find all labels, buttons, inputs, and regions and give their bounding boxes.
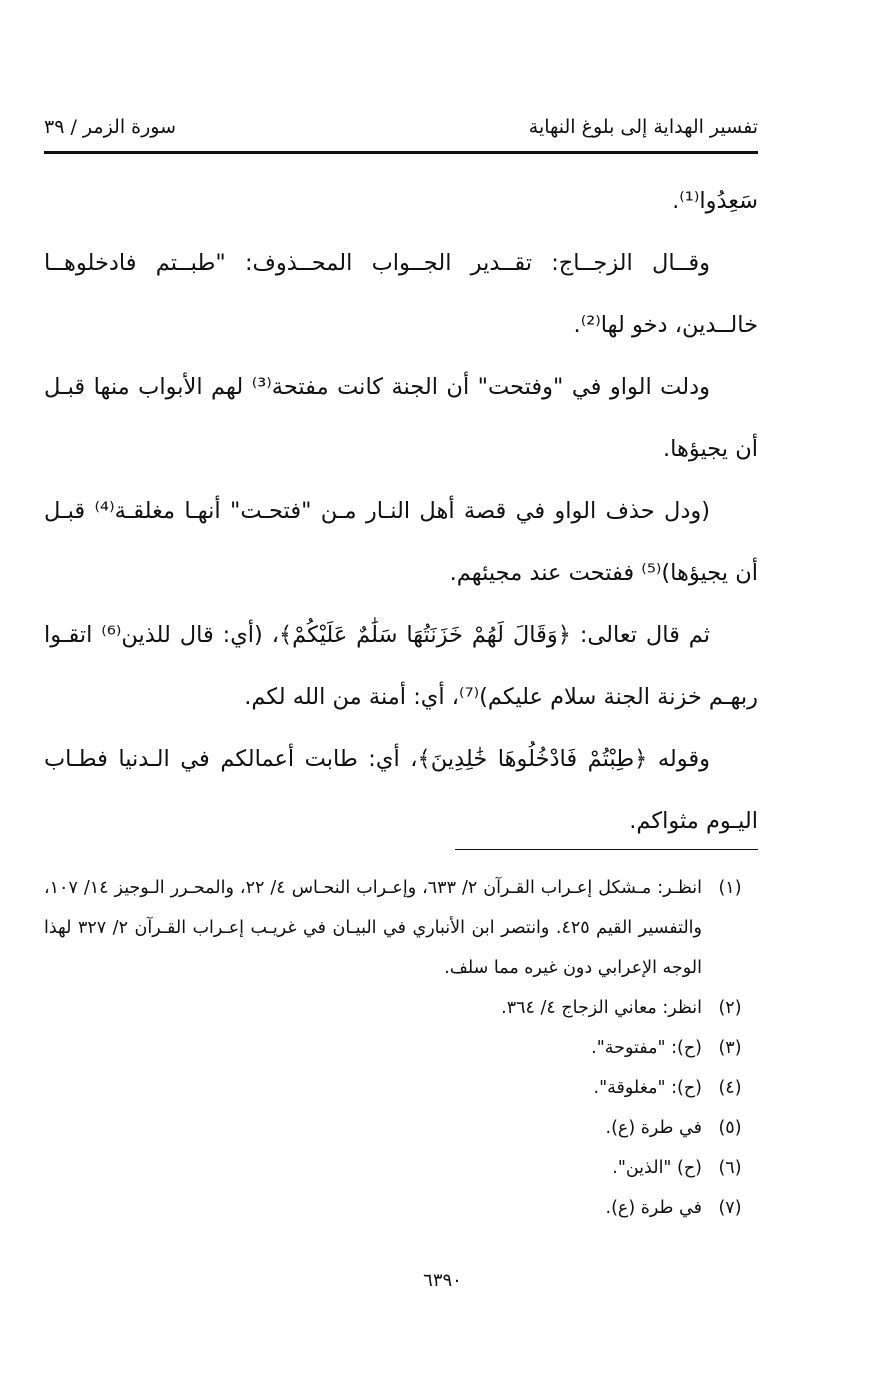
footnote-text: (ح) "الذين".: [612, 1158, 702, 1178]
footnote-text: في طرة (ع).: [605, 1118, 702, 1138]
main-text: [44, 170, 758, 852]
footnote: [44, 1148, 758, 1188]
footnote-text: انظر: معاني الزجاج ٤/ ٣٦٤.: [501, 998, 702, 1018]
footnote: [44, 1028, 758, 1068]
footnote-number: (٤): [718, 1078, 742, 1098]
footnote-number: (٧): [718, 1198, 742, 1218]
paragraph: ودلت الواو في "وفتحت" أن الجنة كانت مفتحة⁽³⁾ لهم الأبواب منها قبـل أن يجيؤها.: [44, 374, 758, 462]
paragraph: سَعِدُوا⁽¹⁾.: [672, 188, 758, 214]
page-number: ٦٣٩٠: [423, 1270, 462, 1291]
surah-reference: سورة الزمر / ٣٩: [44, 116, 177, 138]
footnote-number: (٢): [718, 998, 742, 1018]
footnote-number: (٣): [718, 1038, 742, 1058]
paragraph: وقوله ﴿طِبْتُمْ فَادْخُلُوهَا خَٰلِدِينَ﴾، أي: طابت أعمالكم في الـدنيا فطـاب اليـوم مثواكم.: [44, 746, 758, 834]
footnote-number: (٦): [718, 1158, 742, 1178]
book-title: تفسير الهداية إلى بلوغ النهاية: [528, 116, 758, 138]
footnote-number: (١): [718, 878, 742, 898]
paragraph: (ودل حذف الواو في قصة أهل النـار مـن "فتحـت" أنهـا مغلقـة⁽⁴⁾ قبـل أن يجيؤها)⁽⁵⁾ ففتحت عند مجيئهم.: [44, 498, 758, 586]
footnote-number: (٥): [718, 1118, 742, 1138]
header-rule: [44, 151, 758, 154]
footnote-rule: [455, 849, 758, 850]
footnote: [44, 868, 758, 988]
footnote: [44, 988, 758, 1028]
footnote: [44, 1188, 758, 1228]
footnote: [44, 1108, 758, 1148]
footnote: [44, 1068, 758, 1108]
footnote-text: (ح): "مفتوحة".: [591, 1038, 702, 1058]
paragraph: وقــال الزجــاج: تقــدير الجــواب المحــذوف: "طبــتم فادخلوهــا خالــدين، دخو لها⁽²⁾.: [44, 250, 758, 338]
footnote-text: انظـر: مـشكل إعـراب القـرآن ٢/ ٦٣٣، وإعـراب النحـاس ٤/ ٢٢، والمحـرر الـوجيز ١٤/ ١٠٧، والتفسير القيم ٤٢٥. وانتصر ابن الأنباري في البيـان في غريـب إعـراب القـرآن ٢/ ٣٢٧ لهذا الوجه الإعرابي دون غيره مما سلف.: [44, 878, 702, 978]
footnote-text: (ح): "مغلوقة".: [593, 1078, 702, 1098]
paragraph: ثم قال تعالى: ﴿وَقَالَ لَهُمْ خَزَنَتُهَا سَلَٰمٌ عَلَيْكُمْ﴾، (أي: قال للذين⁽⁶⁾ اتقـوا ربهـم خزنة الجنة سلام عليكم)⁽⁷⁾، أي: أمنة من الله لكم.: [44, 622, 758, 710]
running-header: [44, 112, 758, 146]
footnotes: [44, 868, 758, 1228]
footnote-text: في طرة (ع).: [605, 1198, 702, 1218]
